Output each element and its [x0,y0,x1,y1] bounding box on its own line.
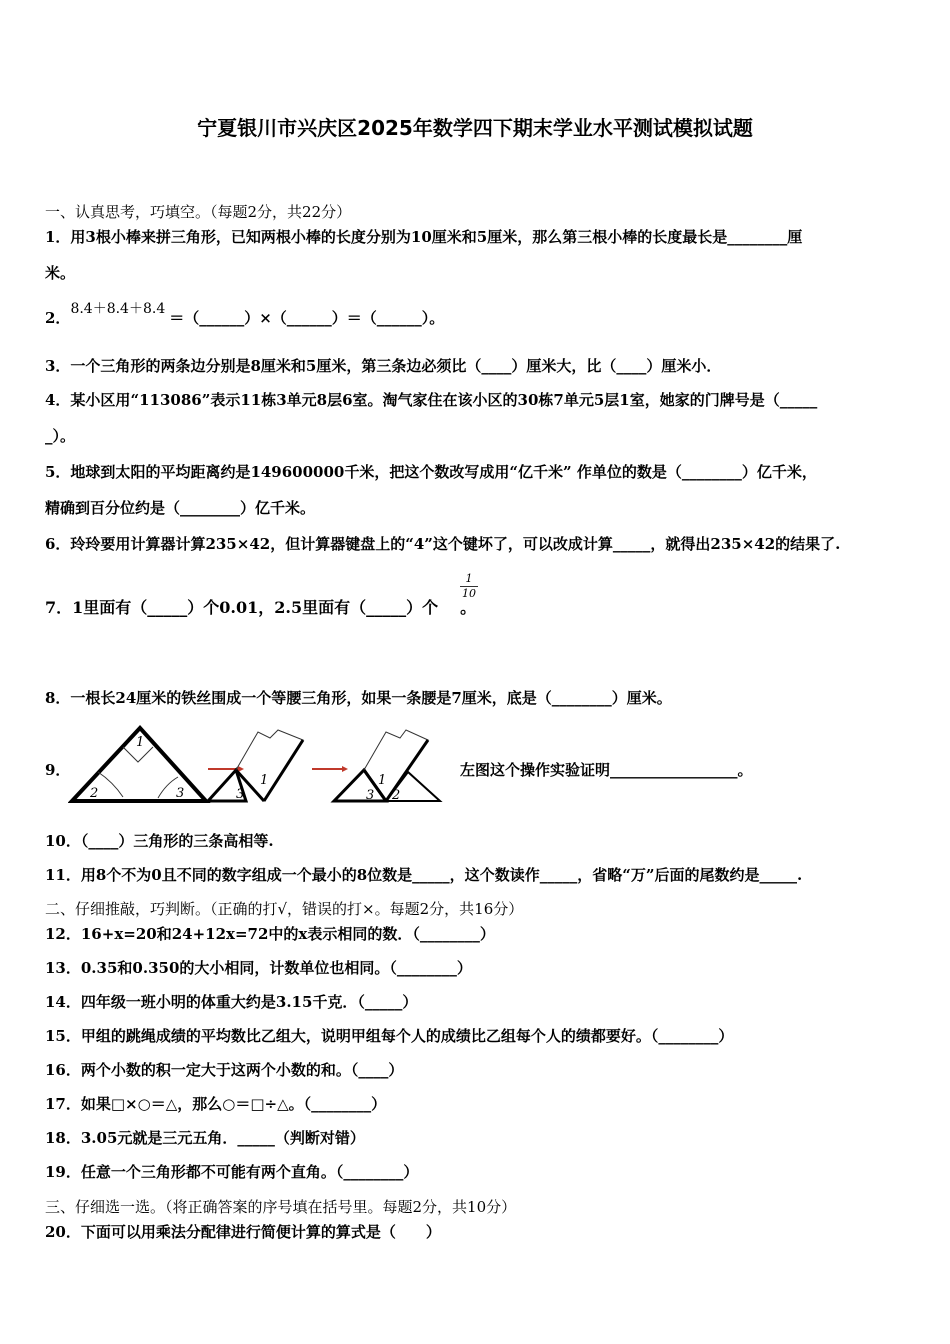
page-title: 宁夏银川市兴庆区2025年数学四下期末学业水平测试模拟试题 [197,116,753,140]
question-7-text: 7．1里面有（_____）个0.01，2.5里面有（_____）个 [45,598,439,617]
question-15: 15．甲组的跳绳成绩的平均数比乙组大，说明甲组每个人的成绩比乙组每个人的绩都要好。（________） [45,1027,734,1045]
question-1-line-1: 1．用3根小棒来拼三角形，已知两根小棒的长度分别为10厘米和5厘米，那么第三根小棒的长度最长是________厘 [45,228,803,246]
question-7-end: 。 [460,598,477,617]
triangle-angle-figure [68,722,458,808]
question-8: 8．一根长24厘米的铁丝围成一个等腰三角形，如果一条腰是7厘米，底是（________）厘米。 [45,689,672,707]
question-9-text: 左图这个操作实验证明_________________。 [460,761,753,779]
question-2 [45,301,445,329]
question-6: 6．玲玲要用计算器计算235×42，但计算器键盘上的“4”这个键坏了，可以改成计算_____，就得出235×42的结果了. [45,535,841,553]
angle-label: 2 [392,788,401,803]
question-17: 17．如果□×○＝△，那么○＝□÷△。（________） [45,1095,387,1113]
section-1-heading: 一、认真思考，巧填空。（每题2分，共22分） [45,203,352,221]
question-3: 3．一个三角形的两条边分别是8厘米和5厘米，第三条边必须比（____）厘米大，比（____）厘米小． [45,357,722,375]
question-12: 12．16+x=20和24+12x=72中的x表示相同的数．（________） [45,925,495,943]
section-2-heading: 二、仔细推敲，巧判断。（正确的打√，错误的打×。每题2分，共16分） [45,900,524,918]
question-5-line-2: 精确到百分位约是（________）亿千米。 [45,499,316,517]
question-13: 13．0.35和0.350的大小相同，计数单位也相同。（________） [45,959,472,977]
question-10: 10．（____）三角形的三条高相等. [45,832,274,850]
question-2-blanks: ＝（______）×（______）＝（______）。 [169,309,445,327]
question-9-number: 9． [45,761,71,779]
question-7 [45,598,476,618]
one-tenth-fraction [460,573,478,600]
angle-label: 1 [136,735,145,750]
fraction-denominator: 10 [462,587,476,600]
fold-line-1 [98,772,123,797]
question-2-expression: 8.4＋8.4＋8.4 [70,301,166,317]
question-4-line-2: _）。 [45,427,76,445]
angle-label: 3 [366,788,375,803]
question-1-line-2: 米。 [45,264,76,282]
angle-label: 1 [260,773,269,788]
question-14: 14．四年级一班小明的体重大约是3.15千克．（_____） [45,993,418,1011]
side-edge-2 [264,740,303,801]
question-5-line-1: 5．地球到太阳的平均距离约是149600000千米，把这个数改写成用“亿千米” 作单位的数是（________）亿千米， [45,463,817,481]
question-16: 16．两个小数的积一定大于这两个小数的和。（____） [45,1061,404,1079]
question-20: 20．下面可以用乘法分配律进行简便计算的算式是（ ） [45,1223,441,1241]
arrow-head-2 [342,766,348,772]
question-11: 11．用8个不为0且不同的数字组成一个最小的8位数是_____，这个数读作_____，省略“万”后面的尾数约是_____. [45,866,803,884]
angle-label: 3 [176,786,185,801]
angle-label: 3 [236,787,245,802]
angle-label: 2 [90,786,99,801]
question-2-number: 2． [45,309,71,327]
triangle-fold-diagram [68,722,458,804]
question-18: 18．3.05元就是三元五角．_____（判断对错） [45,1129,365,1147]
question-4-line-1: 4．某小区用“113086”表示11栋3单元8层6室。淘气家住在该小区的30栋7单元5层1室，她家的门牌号是（_____ [45,391,818,409]
question-19: 19．任意一个三角形都不可能有两个直角。（________） [45,1163,419,1181]
fold-line-2 [158,777,178,798]
section-3-heading: 三、仔细选一选。（将正确答案的序号填在括号里。每题2分，共10分） [45,1198,517,1216]
fraction-numerator: 1 [465,572,473,585]
angle-label: 1 [378,773,387,788]
